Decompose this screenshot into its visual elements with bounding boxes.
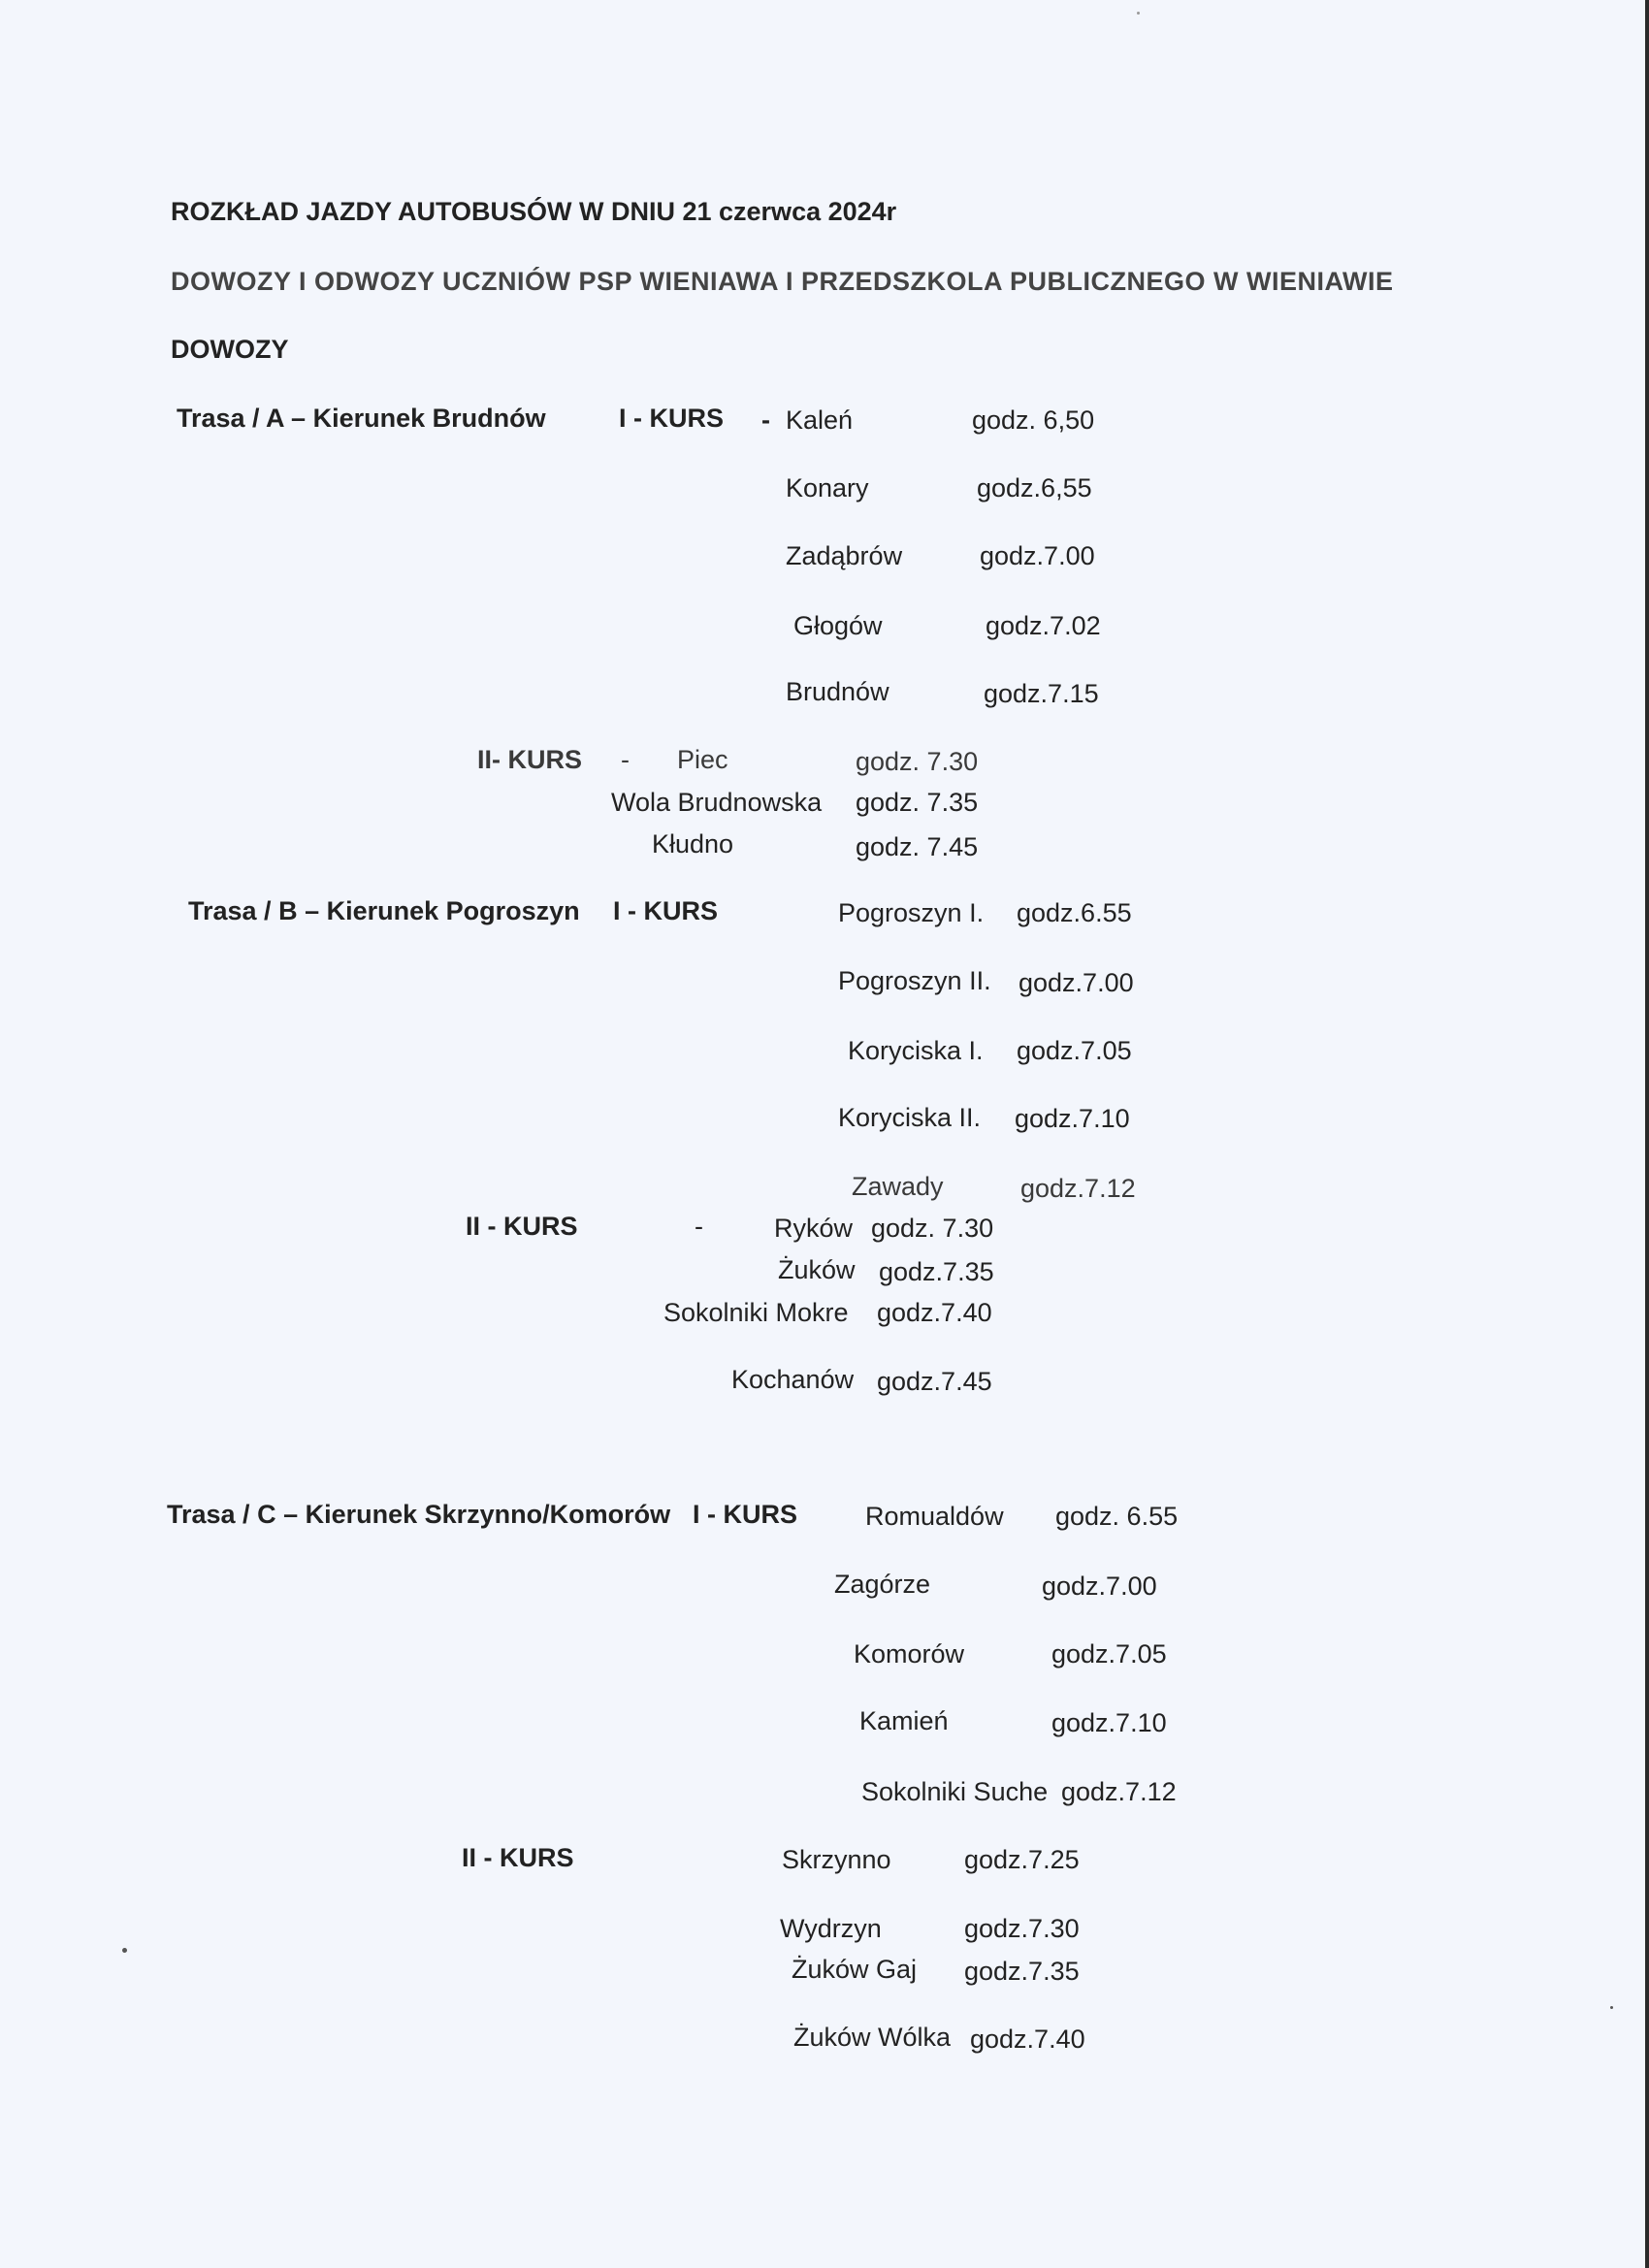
section-heading: DOWOZY [171,335,289,364]
stop-name: Koryciska II. [838,1103,982,1132]
stop-time: godz. 7.30 [856,747,979,776]
stop-name: Konary [786,473,869,502]
stop-name: Pogroszyn II. [838,966,991,995]
route-a-course-2-dash: - [621,745,630,774]
stop-name: Zawady [852,1172,944,1201]
stop-time: godz.7.40 [877,1298,992,1327]
stop-time: godz.7.02 [986,611,1101,640]
stop-time: godz.7.40 [970,2025,1085,2054]
stop-name: Pogroszyn I. [838,898,985,927]
stop-time: godz.7.45 [877,1367,992,1396]
stop-name: Kaleń [786,405,854,435]
stop-time: godz.7.00 [980,541,1095,570]
stop-name: Komorów [854,1639,965,1669]
stop-name: Zadąbrów [786,541,903,570]
stop-name: Ryków [774,1214,854,1243]
stop-name: Żuków [778,1255,856,1284]
stop-time: godz.7.05 [1051,1639,1167,1669]
stop-name: Kłudno [652,829,734,859]
route-c-course-2-label: II - KURS [462,1843,574,1872]
route-b-course-2-label: II - KURS [466,1212,578,1241]
stop-name: Żuków Wólka [793,2023,952,2052]
stop-name: Głogów [793,611,883,640]
route-b-course-2-dash: - [695,1212,703,1241]
route-a-course-2-label: II- KURS [477,745,582,774]
stop-name: Żuków Gaj [792,1955,918,1984]
stop-name: Kochanów [731,1365,855,1394]
scan-speck [1137,12,1140,15]
stop-time: godz. 7.30 [871,1214,994,1243]
stop-name: Skrzynno [782,1845,891,1874]
stop-name: Piec [677,745,728,774]
stop-name: Romualdów [865,1502,1004,1531]
stop-time: godz.7.25 [964,1845,1080,1874]
stop-time: godz.7.30 [964,1914,1080,1943]
stop-name: Zagórze [834,1570,931,1599]
stop-name: Sokolniki Suche [861,1777,1049,1806]
page-edge-shadow [1645,0,1649,2268]
stop-time: godz.6.55 [1017,898,1132,927]
stop-time: godz.7.10 [1051,1708,1167,1737]
document-subtitle: DOWOZY I ODWOZY UCZNIÓW PSP WIENIAWA I PRZEDSZKOLA PUBLICZNEGO W WIENIAWIE [171,267,1394,296]
route-c-course-1-label: I - KURS [693,1500,797,1529]
stop-time: godz.6,55 [977,473,1092,502]
route-b-course-1-label: I - KURS [613,896,718,925]
stop-time: godz. 6,50 [972,405,1095,435]
document-title: ROZKŁAD JAZDY AUTOBUSÓW W DNIU 21 czerwca 2024r [171,197,897,226]
stop-name: Wola Brudnowska [611,788,823,817]
route-a-label: Trasa / A – Kierunek Brudnów [177,404,546,433]
stop-name: Wydrzyn [780,1914,882,1943]
route-b-label: Trasa / B – Kierunek Pogroszyn [188,896,580,925]
stop-time: godz. 7.45 [856,832,979,861]
route-a-course-1-dash: - [761,405,770,435]
stop-time: godz.7.05 [1017,1036,1132,1065]
stop-time: godz.7.12 [1061,1777,1177,1806]
stop-name: Koryciska I. [848,1036,984,1065]
stop-name: Sokolniki Mokre [663,1298,849,1327]
stop-time: godz.7.35 [964,1957,1080,1986]
stop-time: godz.7.12 [1020,1174,1136,1203]
stop-time: godz. 7.35 [856,788,979,817]
stop-time: godz.7.35 [879,1257,994,1286]
route-a-course-1-label: I - KURS [619,404,724,433]
stop-time: godz. 6.55 [1055,1502,1179,1531]
stop-time: godz.7.15 [984,679,1099,708]
stop-name: Brudnów [786,677,889,706]
scan-speck [122,1948,127,1953]
stop-time: godz.7.10 [1015,1104,1130,1133]
stop-time: godz.7.00 [1018,968,1134,997]
stop-time: godz.7.00 [1042,1571,1157,1601]
scan-speck [1610,2006,1613,2009]
stop-name: Kamień [859,1706,949,1735]
route-c-label: Trasa / C – Kierunek Skrzynno/Komorów [167,1500,671,1529]
